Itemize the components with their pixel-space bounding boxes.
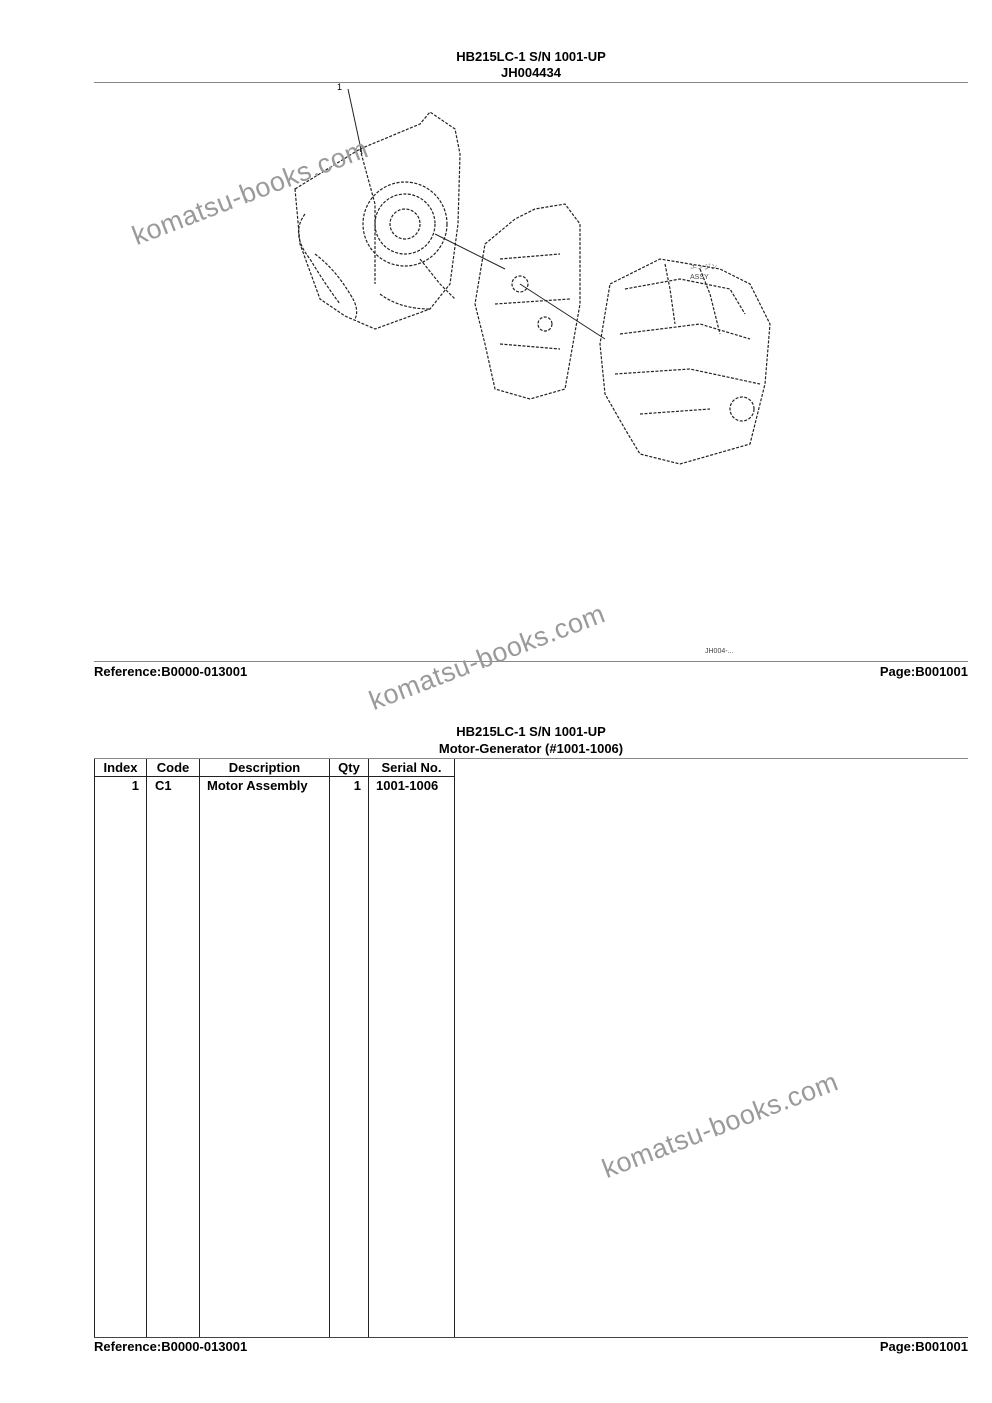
page2-subtitle: Motor-Generator (#1001-1006) xyxy=(438,741,624,756)
page1-bottom-rule xyxy=(94,661,968,662)
page2-title: HB215LC-1 S/N 1001-UP xyxy=(456,724,606,739)
table-header-rule xyxy=(94,776,454,777)
engine-label-assy: ASSY xyxy=(690,274,709,281)
column-header-description: Description xyxy=(228,760,301,775)
table-border-right xyxy=(454,759,455,1337)
page1-title: HB215LC-1 S/N 1001-UP xyxy=(456,49,606,64)
watermark: komatsu-books.com xyxy=(598,1066,843,1185)
column-header-index: Index xyxy=(103,760,138,775)
column-header-serial: Serial No. xyxy=(381,760,442,775)
cell-index: 1 xyxy=(131,778,139,793)
table-col-divider xyxy=(368,759,369,1337)
table-col-divider xyxy=(146,759,147,1337)
column-header-code: Code xyxy=(156,760,190,775)
table-col-divider xyxy=(329,759,330,1337)
watermark: komatsu-books.com xyxy=(128,133,373,252)
page2-page-number: Page:B001001 xyxy=(879,1339,968,1354)
watermark: komatsu-books.com xyxy=(365,598,610,717)
page1-top-rule xyxy=(94,82,968,83)
page1-reference: Reference:B0000-013001 xyxy=(94,664,248,679)
callout-1-label: 1 xyxy=(337,82,343,92)
page1-subtitle: JH004434 xyxy=(501,65,561,80)
cell-serial: 1001-1006 xyxy=(376,778,439,793)
column-header-qty: Qty xyxy=(338,760,360,775)
drawing-reference-code: JH004-... xyxy=(705,648,734,655)
table-col-divider xyxy=(199,759,200,1337)
table-border-left xyxy=(94,759,95,1337)
page2-top-rule xyxy=(94,758,968,759)
page1-page-number: Page:B001001 xyxy=(879,664,968,679)
page2-reference: Reference:B0000-013001 xyxy=(94,1339,248,1354)
cell-code: C1 xyxy=(155,778,172,793)
cell-description: Motor Assembly xyxy=(207,778,308,793)
cell-qty: 1 xyxy=(353,778,361,793)
page2-bottom-rule xyxy=(94,1337,968,1338)
engine-label-jp: エンジン xyxy=(690,264,718,271)
